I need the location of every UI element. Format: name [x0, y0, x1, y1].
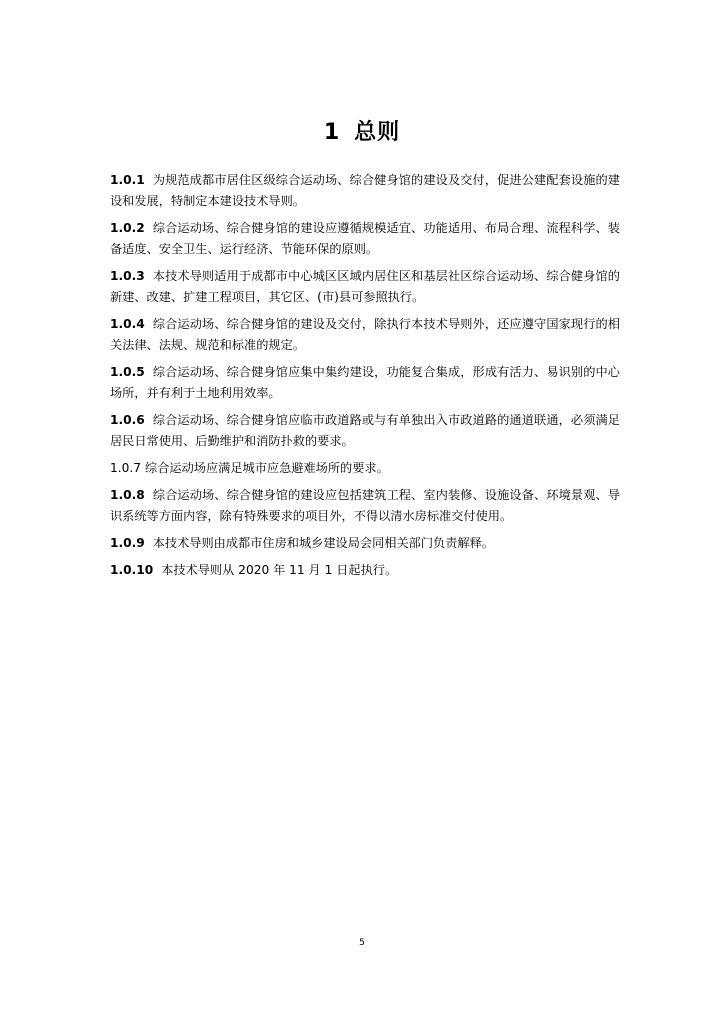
- clause-1-0-10: [110, 560, 620, 581]
- clause-number: 1.0.9: [110, 536, 145, 550]
- clause-1-0-7: [110, 458, 620, 479]
- page-number: 5: [359, 938, 365, 948]
- clause-text: 综合运动场、综合健身馆的建设应遵循规模适宜、功能适用、布局合理、流程科学、装备适度、安全卫生、运行经济、节能环保的原则。: [110, 221, 620, 256]
- clause-1-0-8: [110, 485, 620, 527]
- clause-text: 综合运动场应满足城市应急避难场所的要求。: [145, 461, 389, 475]
- clause-text: 本技术导则适用于成都市中心城区区域内居住区和基层社区综合运动场、综合健身馆的新建、改建、扩建工程项目，其它区、(市)县可参照执行。: [110, 269, 620, 304]
- clause-1-0-1: [110, 170, 620, 212]
- clause-number: 1.0.3: [110, 269, 145, 283]
- clause-number: 1.0.4: [110, 317, 145, 331]
- clause-text: 为规范成都市居住区级综合运动场、综合健身馆的建设及交付，促进公建配套设施的建设和发展，特制定本建设技术导则。: [110, 173, 620, 208]
- chapter-number: 1: [323, 120, 341, 145]
- clause-number: 1.0.8: [110, 488, 145, 502]
- clause-number: 1.0.6: [110, 413, 145, 427]
- clause-text: 综合运动场、综合健身馆的建设及交付，除执行本技术导则外，还应遵守国家现行的相关法律、法规、规范和标准的规定。: [110, 317, 620, 352]
- chapter-title-text: 总则: [354, 120, 401, 145]
- clause-text: 综合运动场、综合健身馆应临市政道路或与有单独出入市政道路的通道联通，必须满足居民日常使用、后勤维护和消防扑救的要求。: [110, 413, 620, 448]
- clause-number: 1.0.7: [110, 461, 142, 475]
- clause-number: 1.0.1: [110, 173, 145, 187]
- clause-text: 综合运动场、综合健身馆应集中集约建设，功能复合集成，形成有活力、易识别的中心场所，并有利于土地利用效率。: [110, 365, 620, 400]
- clause-text: 本技术导则从 2020 年 11 月 1 日起执行。: [161, 563, 398, 577]
- clause-1-0-3: [110, 266, 620, 308]
- clause-1-0-5: [110, 362, 620, 404]
- clause-number: 1.0.10: [110, 563, 154, 577]
- clause-1-0-4: [110, 314, 620, 356]
- chapter-title: [0, 118, 724, 148]
- clause-1-0-2: [110, 218, 620, 260]
- clause-list: [110, 170, 620, 587]
- clause-1-0-6: [110, 410, 620, 452]
- clause-1-0-9: [110, 533, 620, 554]
- clause-number: 1.0.5: [110, 365, 145, 379]
- clause-number: 1.0.2: [110, 221, 145, 235]
- clause-text: 综合运动场、综合健身馆的建设应包括建筑工程、室内装修、设施设备、环境景观、导识系统等方面内容，除有特殊要求的项目外，不得以清水房标准交付使用。: [110, 488, 620, 523]
- clause-text: 本技术导则由成都市住房和城乡建设局会同相关部门负责解释。: [152, 536, 494, 550]
